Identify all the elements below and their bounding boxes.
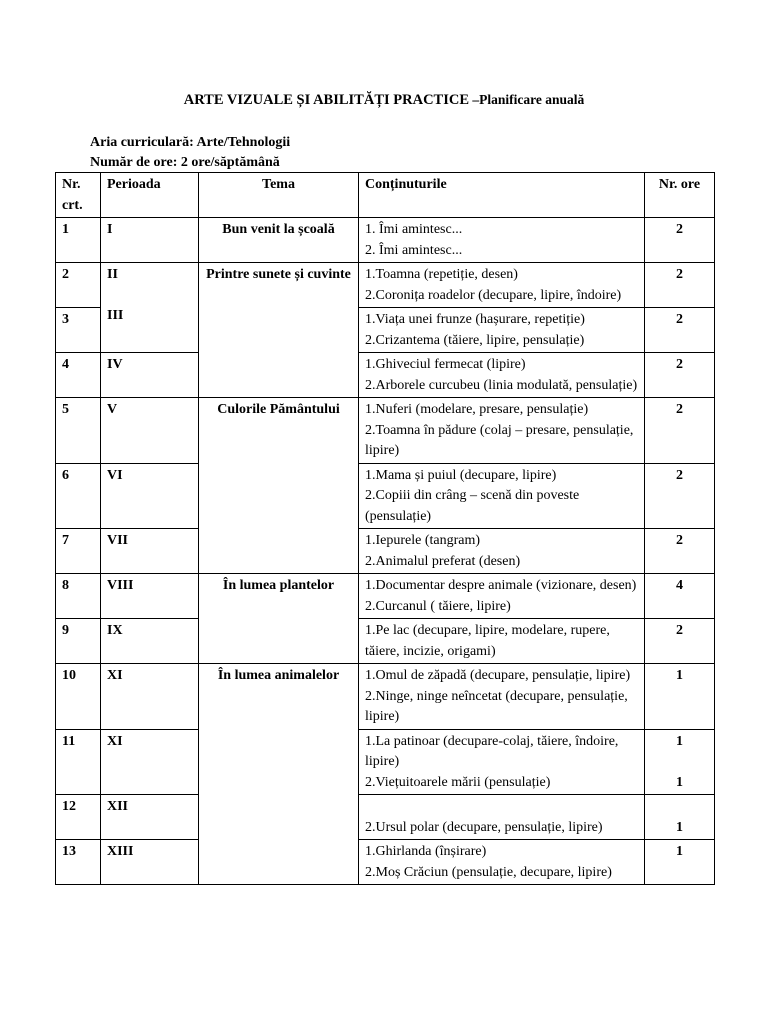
header-continuturile: Conținuturile — [359, 173, 645, 218]
ore-value — [651, 752, 708, 773]
row-nr: 13 — [56, 840, 101, 885]
row-ore: 2 — [645, 218, 715, 263]
continut-line: 1. Îmi amintesc... — [365, 222, 463, 237]
table-row — [56, 463, 715, 529]
row-continut — [359, 795, 645, 840]
row-ore: 2 — [645, 353, 715, 398]
continut-line: 1.La patinoar (decupare-colaj, tăiere, îndoire, lipire) — [365, 733, 619, 769]
row-continut — [359, 619, 645, 664]
row-tema: În lumea animalelor — [199, 664, 359, 885]
header-perioada: Perioada — [101, 173, 199, 218]
row-ore — [645, 795, 715, 840]
curricular-area: Aria curriculară: Arte/Tehnologii — [90, 135, 291, 150]
header-tema: Tema — [199, 173, 359, 218]
table-row — [56, 619, 715, 664]
row-continut — [359, 574, 645, 619]
row-tema: Culorile Pământului — [199, 398, 359, 574]
ore-value: 1 — [676, 819, 683, 835]
table-row — [56, 353, 715, 398]
row-nr: 11 — [56, 729, 101, 795]
row-perioada: IV — [101, 353, 199, 398]
row-perioada: XI — [101, 664, 199, 730]
row-perioada: XI — [101, 729, 199, 795]
row-continut — [359, 729, 645, 795]
title-subtitle: –Planificare anuală — [469, 92, 585, 107]
hours-per-week: Număr de ore: 2 ore/săptămână — [90, 155, 280, 170]
perioada-value: III — [107, 308, 124, 323]
continut-line: 1.Toamna (repetiție, desen) — [365, 267, 518, 282]
row-ore: 2 — [645, 463, 715, 529]
row-continut — [359, 840, 645, 885]
row-ore: 2 — [645, 398, 715, 464]
continut-line: 2.Ninge, ninge neîncetat (decupare, pensulație, lipire) — [365, 688, 628, 724]
row-perioada: VII — [101, 529, 199, 574]
row-continut — [359, 664, 645, 730]
row-nr: 5 — [56, 398, 101, 464]
ore-value — [651, 797, 708, 818]
table-row — [56, 795, 715, 840]
continut-line: 2.Ursul polar (decupare, pensulație, lipire) — [365, 819, 603, 835]
row-nr: 4 — [56, 353, 101, 398]
row-tema: Bun venit la școală — [199, 218, 359, 263]
row-ore: 2 — [645, 529, 715, 574]
table-row — [56, 729, 715, 795]
row-perioada: XIII — [101, 840, 199, 885]
row-ore: 1 — [645, 664, 715, 730]
header-nr-crt: Nr. crt. — [56, 173, 101, 218]
continut-line: 1.Ghirlanda (înșirare) — [365, 844, 487, 859]
continut-line: 1.Iepurele (tangram) — [365, 533, 481, 548]
row-perioada: I — [101, 218, 199, 263]
continut-line: 2. Îmi amintesc... — [365, 242, 463, 258]
continut-line: 1.Ghiveciul fermecat (lipire) — [365, 357, 526, 372]
table-row — [56, 574, 715, 619]
continut-line: 2.Toamna în pădure (colaj – presare, pensulație, lipire) — [365, 422, 634, 458]
table-row — [56, 218, 715, 263]
row-nr: 6 — [56, 463, 101, 529]
row-nr: 9 — [56, 619, 101, 664]
row-perioada: IX — [101, 619, 199, 664]
row-nr: 12 — [56, 795, 101, 840]
continut-line: 2.Curcanul ( tăiere, lipire) — [365, 598, 511, 614]
title-main: ARTE VIZUALE ȘI ABILITĂȚI PRACTICE — [183, 92, 469, 108]
table-row — [56, 664, 715, 730]
continut-line: 2.Viețuitoarele mării (pensulație) — [365, 774, 551, 790]
row-ore — [645, 729, 715, 795]
continut-line: 1.Pe lac (decupare, lipire, modelare, rupere, tăiere, incizie, origami) — [365, 623, 610, 659]
table-row — [56, 529, 715, 574]
continut-line: 2.Crizantema (tăiere, lipire, pensulație) — [365, 332, 585, 348]
continut-line: 1.Omul de zăpadă (decupare, pensulație, lipire) — [365, 668, 631, 683]
continut-line: 2.Copiii din crâng – scenă din poveste (pensulație) — [365, 488, 580, 524]
row-nr: 1 — [56, 218, 101, 263]
table-row — [56, 398, 715, 464]
continut-line: 1.Documentar despre animale (vizionare, desen) — [365, 578, 637, 593]
header-nr-ore: Nr. ore — [645, 173, 715, 218]
row-perioada: XII — [101, 795, 199, 840]
ore-value: 1 — [676, 733, 683, 749]
row-ore: 1 — [645, 840, 715, 885]
table-row — [56, 263, 715, 308]
table-header-row — [56, 173, 715, 218]
row-perioada — [101, 263, 199, 353]
continut-line: 1.Nuferi (modelare, presare, pensulație) — [365, 402, 589, 417]
row-nr: 8 — [56, 574, 101, 619]
row-nr: 7 — [56, 529, 101, 574]
row-ore: 4 — [645, 574, 715, 619]
document-title — [0, 92, 768, 109]
continut-line: 2.Moș Crăciun (pensulație, decupare, lipire) — [365, 864, 612, 880]
perioada-value: II — [107, 267, 118, 282]
continut-line: 2.Arborele curcubeu (linia modulată, pensulație) — [365, 377, 638, 393]
row-tema: Printre sunete și cuvinte — [199, 263, 359, 398]
row-perioada: VIII — [101, 574, 199, 619]
row-ore: 2 — [645, 308, 715, 353]
continut-line: 1.Mama și puiul (decupare, lipire) — [365, 467, 557, 483]
row-perioada: VI — [101, 463, 199, 529]
row-nr: 2 — [56, 263, 101, 308]
continut-line: 2.Coronița roadelor (decupare, lipire, îndoire) — [365, 287, 622, 303]
row-continut — [359, 463, 645, 529]
ore-value: 1 — [676, 774, 683, 790]
row-continut — [359, 218, 645, 263]
row-continut — [359, 263, 645, 308]
row-perioada: V — [101, 398, 199, 464]
row-continut — [359, 353, 645, 398]
annual-plan-table — [55, 172, 715, 885]
row-nr: 10 — [56, 664, 101, 730]
row-ore: 2 — [645, 263, 715, 308]
continut-line: 1.Viața unei frunze (hașurare, repetiție) — [365, 312, 585, 327]
row-tema: În lumea plantelor — [199, 574, 359, 664]
row-continut — [359, 529, 645, 574]
table-row — [56, 840, 715, 885]
continut-line: 2.Animalul preferat (desen) — [365, 553, 521, 569]
continut-line — [365, 797, 638, 818]
row-nr: 3 — [56, 308, 101, 353]
row-continut — [359, 398, 645, 464]
row-continut — [359, 308, 645, 353]
row-ore: 2 — [645, 619, 715, 664]
